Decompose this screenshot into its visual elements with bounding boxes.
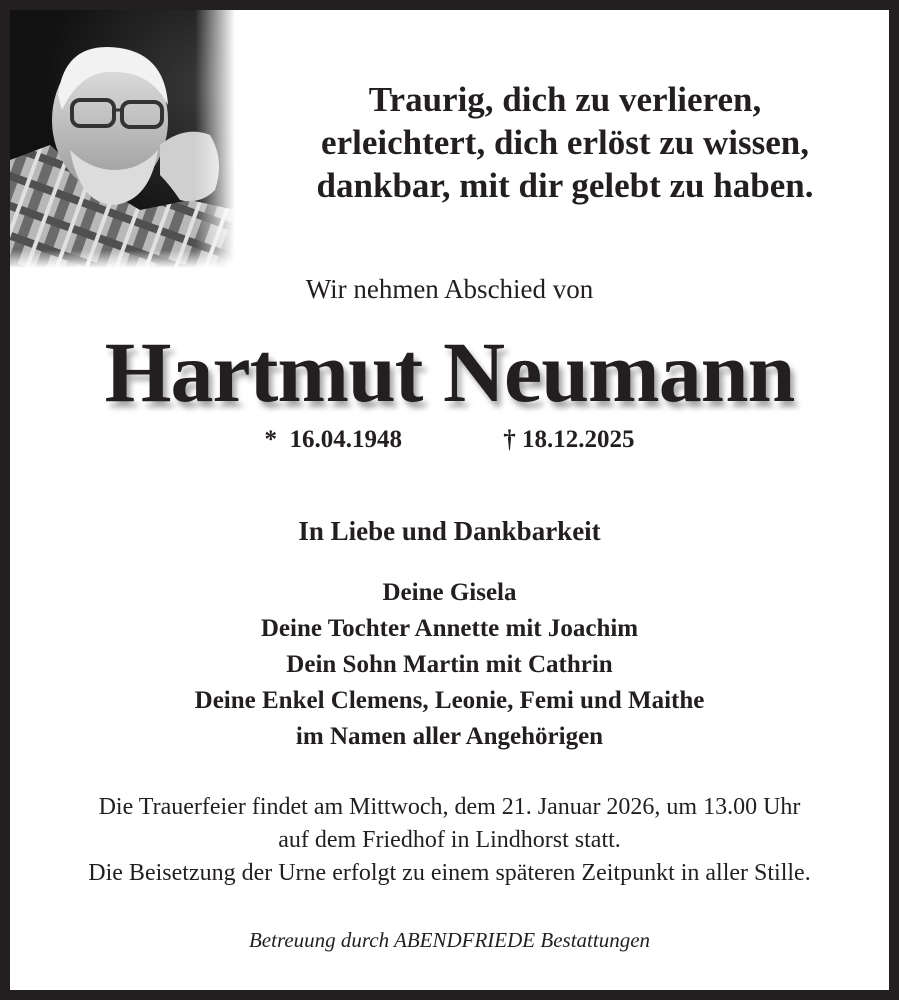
thanks-heading: In Liebe und Dankbarkeit: [298, 516, 601, 546]
ceremony-line: Die Beisetzung der Urne erfolgt zu einem späteren Zeitpunkt in aller Stille.: [88, 860, 811, 886]
ceremony-line: Die Trauerfeier findet am Mittwoch, dem 21. Januar 2026, um 13.00 Uhr: [98, 794, 801, 820]
death-date-value: 18.12.2025: [522, 426, 635, 453]
death-date: [503, 426, 634, 454]
birth-date: [265, 426, 403, 454]
family-member: Deine Gisela: [382, 579, 517, 606]
portrait-illustration: [10, 10, 235, 268]
deceased-name: Hartmut Neumann: [104, 324, 795, 420]
poem-line: Traurig, dich zu verlieren,: [368, 80, 762, 119]
family-member: Dein Sohn Martin mit Cathrin: [286, 651, 613, 678]
birth-date-value: 16.04.1948: [289, 426, 402, 453]
family-member: Deine Tochter Annette mit Joachim: [260, 615, 639, 642]
obituary-card: [10, 10, 889, 990]
life-dates: [10, 426, 889, 454]
birth-star-icon: *: [264, 426, 277, 453]
poem-line: dankbar, mit dir gelebt zu haben.: [316, 166, 814, 205]
family-member: im Namen aller Angehörigen: [295, 723, 604, 750]
family-member: Deine Enkel Clemens, Leonie, Femi und Maithe: [194, 687, 705, 714]
undertaker-credit: Betreuung durch ABENDFRIEDE Bestattungen: [248, 928, 651, 952]
poem-line: erleichtert, dich erlöst zu wissen,: [321, 123, 809, 162]
death-cross-icon: †: [503, 426, 516, 453]
ceremony-info: [10, 791, 889, 890]
portrait-photo: [10, 10, 235, 268]
poem: [300, 78, 830, 207]
ceremony-line: auf dem Friedhof in Lindhorst statt.: [278, 827, 621, 853]
intro-text: Wir nehmen Abschied von: [305, 274, 594, 304]
family-list: [10, 575, 889, 755]
